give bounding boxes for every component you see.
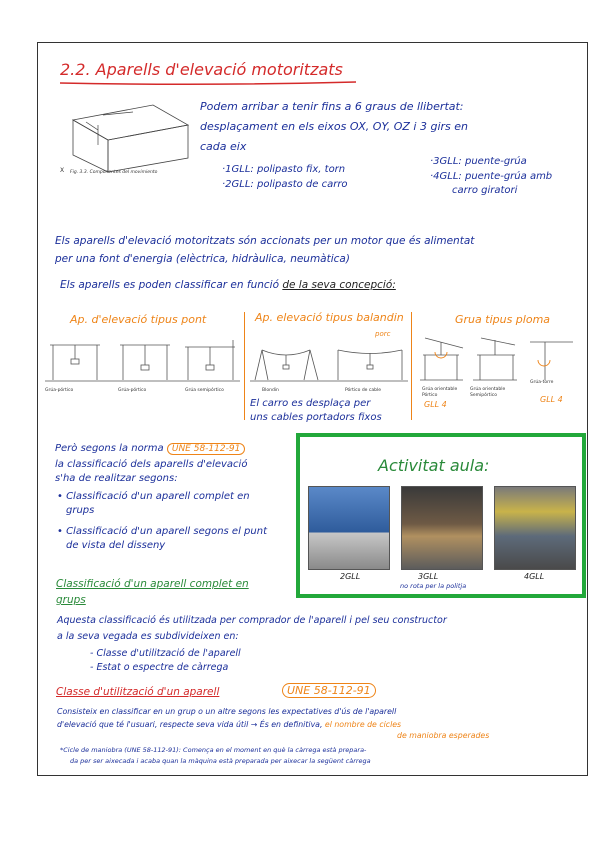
section3-line-1: Consisteix en classificar en un grup o un altre segons les expectatives d'ús de l'aparell bbox=[57, 707, 397, 716]
une-line-1 bbox=[55, 442, 245, 456]
activity-label-1: 2GLL bbox=[340, 572, 361, 581]
section2-line-1: Aquesta classificació és utilitzada per comprador de l'aparell i pel seu constructor bbox=[57, 615, 447, 626]
photo-3gll bbox=[401, 486, 483, 570]
intro-line-2: desplaçament en els eixos OX, OY, OZ i 3 girs en bbox=[200, 120, 469, 133]
section2-heading-1: Classificació d'un aparell complet en bbox=[56, 578, 249, 590]
gll-1: ·1GLL: polipasto fix, torn bbox=[222, 164, 346, 175]
section2-item-2: - Estat o espectre de càrrega bbox=[90, 662, 229, 673]
bullet-2b: de vista del disseny bbox=[66, 540, 166, 551]
gll4-label-a: GLL 4 bbox=[424, 400, 447, 409]
caption-pont-2: Grúa-pórtico bbox=[118, 388, 147, 393]
para2-text: Els aparells es poden classificar en funció bbox=[60, 279, 283, 291]
balandin-diagrams bbox=[250, 335, 408, 385]
para2-underlined: de la seva concepció: bbox=[282, 279, 396, 291]
category-grua: Grua tipus ploma bbox=[455, 313, 551, 326]
gll4-label-b: GLL 4 bbox=[540, 395, 563, 404]
porc-label: porc bbox=[375, 330, 391, 338]
footnote-line-2: da per ser aixecada i acaba quan la màquina està preparada per aixecar la següent càrrega bbox=[70, 757, 371, 765]
une-norma-badge: UNE 58-112-91 bbox=[167, 443, 245, 455]
section3-heading: Classe d'utilització d'un aparell bbox=[56, 686, 220, 698]
activity-label-2b: no rota per la politja bbox=[400, 582, 467, 590]
gll-3: ·3GLL: puente-grúa bbox=[430, 156, 527, 167]
photo-4gll bbox=[494, 486, 576, 570]
footnote-line-1: *Cicle de maniobra (UNE 58-112-91): Comença en el moment en què la càrrega està prepara- bbox=[60, 746, 367, 754]
grua-diagrams bbox=[415, 330, 575, 385]
bullet-2a: • Classificació d'un aparell segons el punt bbox=[57, 526, 267, 537]
figure-caption: Fig. 3.3. Componentes del movimiento bbox=[70, 170, 158, 175]
caption-bal-2: Pórtico de cable bbox=[345, 388, 381, 393]
section2-heading-2: grups bbox=[56, 594, 86, 606]
caption-pont-3: Grúa semipórtico bbox=[185, 388, 224, 393]
section3-norma-badge: UNE 58-112-91 bbox=[282, 683, 376, 698]
activity-label-2: 3GLL bbox=[418, 572, 439, 581]
category-pont: Ap. d'elevació tipus pont bbox=[70, 313, 207, 326]
para2 bbox=[60, 278, 396, 292]
activity-label-3: 4GLL bbox=[524, 572, 545, 581]
une-line-2: la classificació dels aparells d'elevació bbox=[55, 459, 248, 470]
pont-crane-diagrams bbox=[45, 335, 240, 385]
une-line-3: s'ha de realitzar segons: bbox=[55, 473, 178, 484]
svg-text:X: X bbox=[60, 167, 65, 174]
caption-grua-2: Grúa orientable Semipórtico bbox=[470, 387, 506, 398]
section2-item-1: - Classe d'utilització de l'aparell bbox=[90, 648, 241, 659]
carro-note-1: El carro es desplaça per bbox=[250, 398, 371, 409]
section3-line-2-text: d'elevació que té l'usuari, respecte seva vida útil → És en definitiva, bbox=[57, 720, 325, 729]
section2-line-2: a la seva vegada es subdivideixen en: bbox=[57, 631, 239, 642]
gll-2: ·2GLL: polipasto de carro bbox=[222, 179, 348, 190]
intro-line-3: cada eix bbox=[200, 140, 247, 153]
divider-1 bbox=[243, 312, 246, 420]
section3-highlight-2: de maniobra esperades bbox=[397, 731, 490, 740]
section3-highlight-1: el nombre de cicles bbox=[324, 720, 402, 729]
divider-2 bbox=[410, 312, 413, 420]
caption-grua-1: Grúa orientable Pórtico bbox=[422, 387, 458, 398]
gll-4: ·4GLL: puente-grúa amb bbox=[430, 171, 553, 182]
page-title: 2.2. Aparells d'elevació motoritzats bbox=[60, 60, 343, 79]
activity-title: Activitat aula: bbox=[378, 456, 490, 475]
para1-line-2: per una font d'energia (elèctrica, hidràulica, neumàtica) bbox=[55, 253, 350, 265]
caption-bal-1: Blondin bbox=[262, 388, 279, 393]
carro-note-2: uns cables portadors fixos bbox=[250, 412, 382, 423]
bullet-1b: grups bbox=[66, 505, 95, 516]
para1-line-1: Els aparells d'elevació motoritzats són accionats per un motor que és alimentat bbox=[55, 235, 475, 247]
photo-2gll bbox=[308, 486, 390, 570]
une-line-1-text: Però segons la norma bbox=[55, 443, 167, 454]
category-balandin: Ap. elevació tipus balandin bbox=[255, 311, 404, 324]
caption-grua-3: Grúa-torre bbox=[530, 380, 554, 385]
caption-pont-1: Grúa-pórtico bbox=[45, 388, 74, 393]
bullet-1a: • Classificació d'un aparell complet en bbox=[57, 491, 250, 502]
title-underline bbox=[58, 80, 358, 86]
intro-line-1: Podem arribar a tenir fins a 6 graus de llibertat: bbox=[200, 100, 464, 113]
section3-line-2 bbox=[57, 720, 401, 730]
movement-components-figure bbox=[58, 100, 193, 175]
gll-4b: carro giratori bbox=[452, 185, 518, 196]
